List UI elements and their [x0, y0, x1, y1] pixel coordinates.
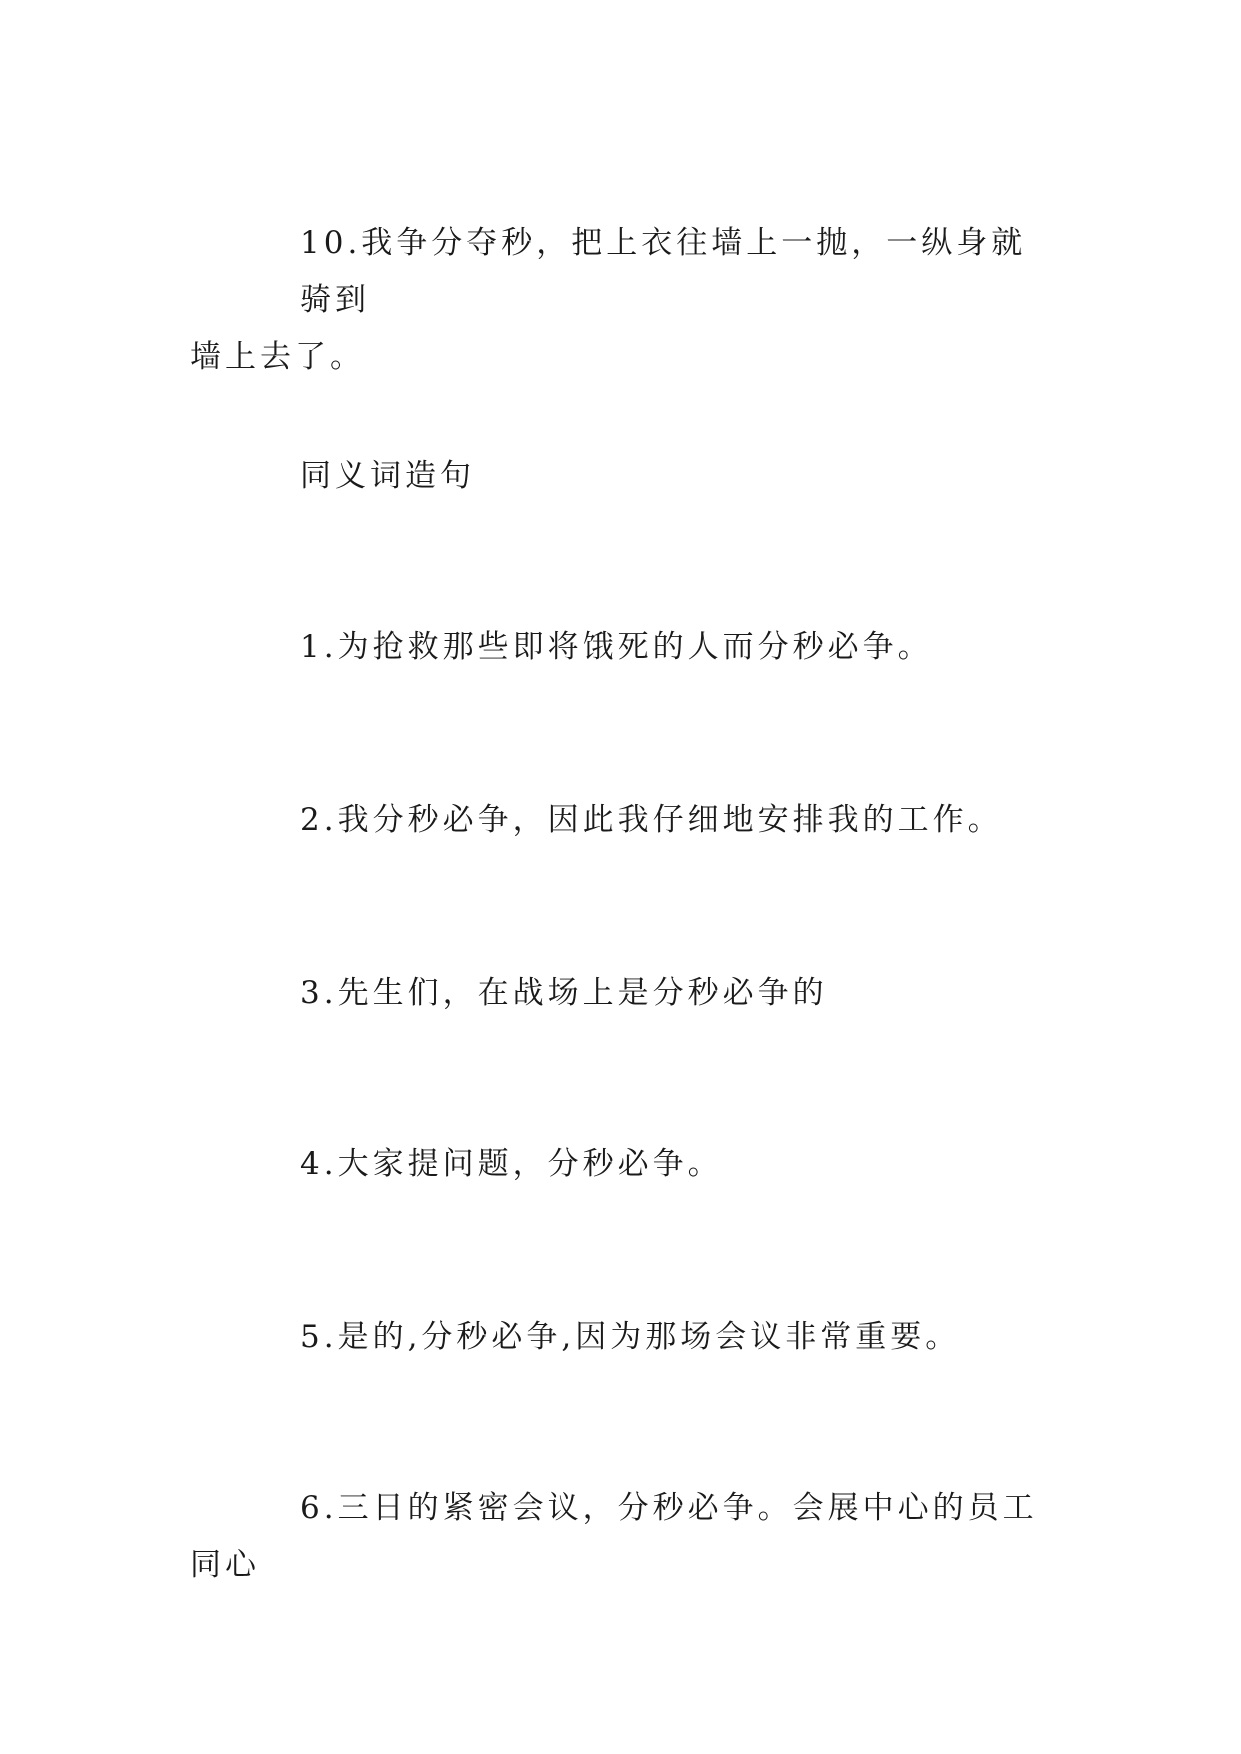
section-heading-text: 同义词造句 [300, 458, 475, 494]
example-sentence-3-text: 3.先生们，在战场上是分秒必争的 [300, 975, 828, 1011]
example-sentence-1 [190, 619, 1050, 676]
example-sentence-6-text: 6.三日的紧密会议，分秒必争。会展中心的员工同心 [190, 1490, 1038, 1583]
example-sentence-3 [190, 965, 1050, 1022]
example-sentence-5 [190, 1309, 1050, 1366]
example-sentence-5-text: 5.是的,分秒必争,因为那场会议非常重要。 [300, 1319, 961, 1355]
section-heading-synonym-sentences [190, 448, 1050, 505]
example-sentence-1-text: 1.为抢救那些即将饿死的人而分秒必争。 [300, 629, 933, 665]
example-sentence-2 [190, 792, 1050, 849]
sentence-10-line-1: 10.我争分夺秒，把上衣往墙上一抛，一纵身就骑到 [300, 225, 1027, 318]
sentence-10 [190, 215, 1050, 386]
example-sentence-4-text: 4.大家提问题，分秒必争。 [300, 1146, 723, 1182]
example-sentence-6 [190, 1480, 1050, 1594]
sentence-10-line-2: 墙上去了。 [190, 339, 365, 375]
example-sentence-2-text: 2.我分秒必争，因此我仔细地安排我的工作。 [300, 802, 1003, 838]
example-sentence-4 [190, 1136, 1050, 1193]
